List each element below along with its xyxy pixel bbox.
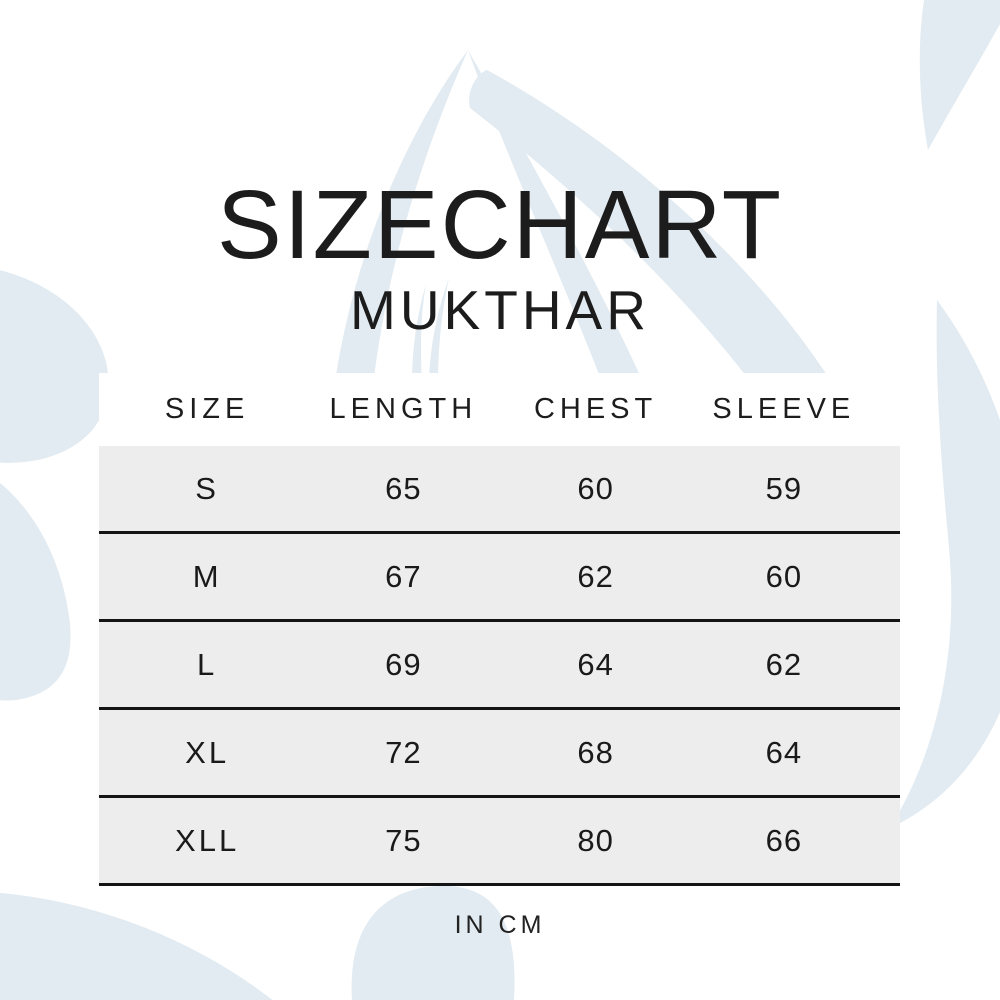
cell-length: 75 <box>385 822 422 858</box>
table-row <box>99 534 900 622</box>
cell-size: M <box>192 558 222 594</box>
table-row <box>99 446 900 534</box>
title-block <box>0 170 1000 341</box>
cell-sleeve: 64 <box>765 734 803 770</box>
cell-sleeve: 62 <box>765 646 803 682</box>
table-row <box>99 622 900 710</box>
petal-bottom-dome <box>352 886 515 1000</box>
cell-chest: 62 <box>577 558 614 594</box>
size-table <box>99 373 900 886</box>
page-subtitle: MUKTHAR <box>350 279 650 341</box>
petal-top-right <box>920 0 1000 150</box>
cell-size: L <box>197 646 218 682</box>
cell-length: 69 <box>385 646 422 682</box>
cell-sleeve: 59 <box>765 470 803 506</box>
cell-length: 67 <box>385 558 422 594</box>
cell-size: XLL <box>175 822 240 858</box>
column-header-sleeve: SLEEVE <box>712 393 856 425</box>
cell-chest: 68 <box>577 734 614 770</box>
column-header-chest: CHEST <box>533 393 658 425</box>
column-header-size: SIZE <box>164 393 250 425</box>
petal-right-leaf <box>890 300 1000 828</box>
cell-chest: 60 <box>577 470 614 506</box>
table-row <box>99 798 900 886</box>
petal-left-lower <box>0 464 71 701</box>
unit-note: IN CM <box>454 911 546 939</box>
table-row <box>99 710 900 798</box>
table-header-row <box>99 373 900 446</box>
cell-chest: 80 <box>577 822 614 858</box>
cell-chest: 64 <box>577 646 614 682</box>
page-title: SIZECHART <box>217 170 783 279</box>
cell-size: XL <box>185 734 230 770</box>
cell-size: S <box>195 470 219 506</box>
cell-length: 65 <box>385 470 422 506</box>
cell-length: 72 <box>385 734 422 770</box>
cell-sleeve: 60 <box>765 558 803 594</box>
column-header-length: LENGTH <box>329 393 478 425</box>
cell-sleeve: 66 <box>765 822 803 858</box>
